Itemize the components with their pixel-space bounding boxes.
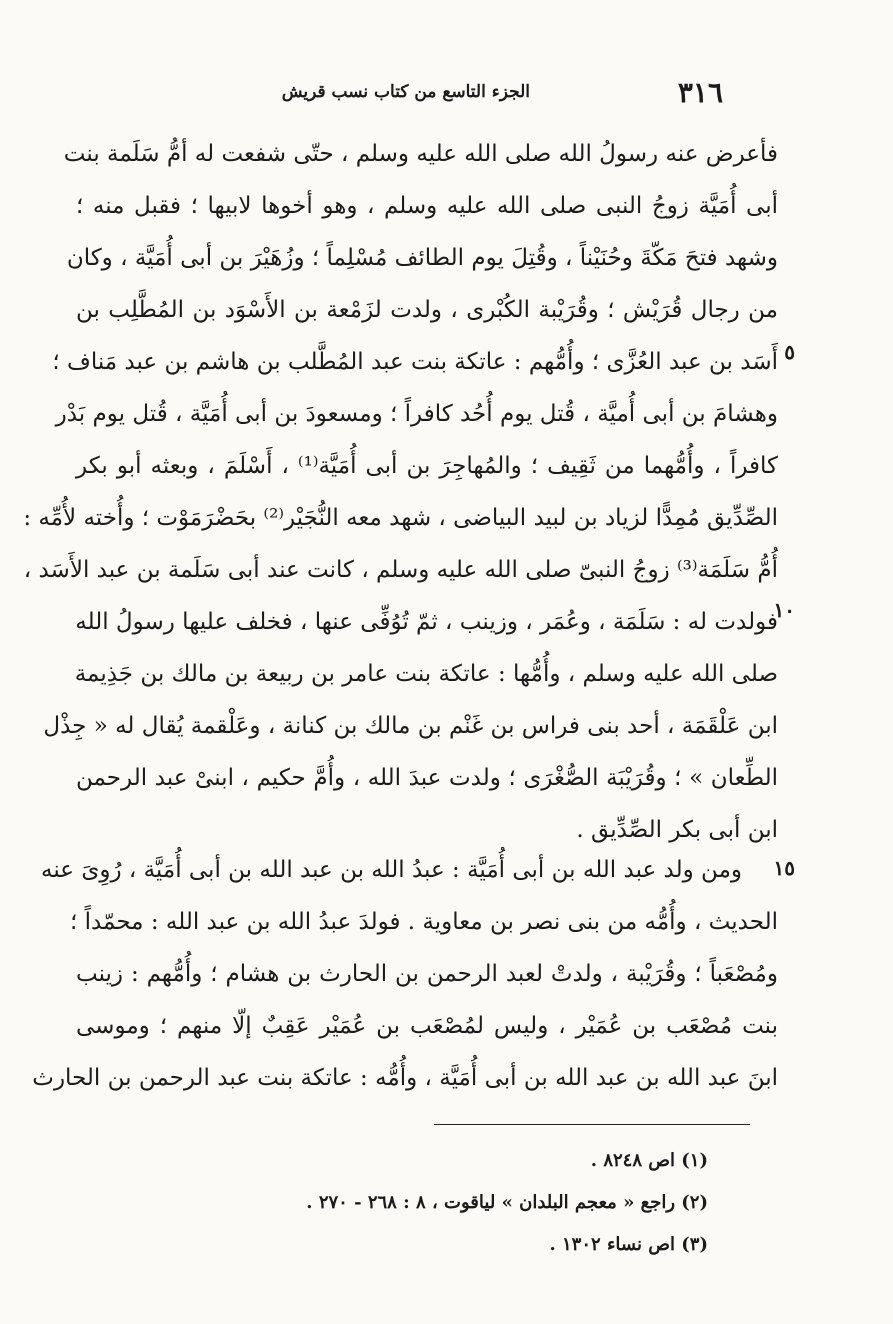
footnote-3: (٣) اص نساء ١٣٠٢ . — [549, 1234, 708, 1255]
text-line: أُمُّ سَلَمَة⁽³⁾ زوجُ النبىّ صلى الله عليه وسلم ، كانت عند أبى سَلَمة بن عبد الأَسَد ، — [23, 557, 778, 583]
paragraph-2 — [32, 844, 778, 1104]
text-line: وهشامَ بن أبى أُميَّة ، قُتل يوم أُحُد كافراً ؛ ومسعودَ بن أبى أُمَيَّة ، قُتل يوم بَدْر — [55, 401, 778, 427]
text-line: فولدت له : سَلَمَة ، وعُمَر ، وزينب ، ثمّ تُوُفِّى عنها ، فخلف عليها رسولُ الله — [75, 609, 778, 635]
text-line: الطِّعان » ؛ وقُرَيْبَة الصُّغْرَى ؛ ولدت عبدَ الله ، وأُمَّ حكيم ، ابنىْ عبد الرحمن — [76, 765, 778, 791]
running-title: الجزء التاسع من كتاب نسب قريش — [281, 82, 530, 102]
text-line: ابن عَلْقَمَة ، أحد بنى فراس بن غَنْم بن مالك بن كنانة ، وعَلْقمة يُقال له « جِذْل — [43, 713, 778, 739]
text-line: الحديث ، وأُمُّه من بنى نصر بن معاوية . فولدَ عبدُ الله بن عبد الله : محمّداً ؛ — [69, 909, 778, 935]
footnote-1: (١) اص ٨٢٤٨ . — [590, 1150, 708, 1171]
text-line: كافراً ، وأُمُّهما من ثَقِيف ؛ والمُهاجِرَ بن أبى أُمَيَّة⁽¹⁾ ، أَسْلَمَ ، وبعثه أبو بكر — [76, 453, 778, 479]
text-line: ابنَ عبد الله بن عبد الله بن أبى أُمَيَّة ، وأُمُّه : عاتكة بنت عبد الرحمن بن الحارث — [32, 1065, 778, 1091]
text-line: صلى الله عليه وسلم ، وأُمُّها : عاتكة بنت عامر بن ربيعة بن مالك بن جَذِيمة — [74, 661, 778, 687]
page-number: ٣١٦ — [677, 76, 723, 109]
footnotes — [108, 1140, 708, 1266]
paragraph-1 — [23, 128, 778, 856]
text-line: من رجال قُرَيْش ؛ وقُرَيْبة الكُبْرى ، ولدت لزَمْعة بن الأَسْوَد بن المُطَّلِب بن — [76, 297, 778, 323]
text-line: ابن أبى بكر الصِّدِّيق . — [576, 817, 778, 843]
footnote-divider — [434, 1124, 750, 1125]
page-header — [0, 76, 893, 116]
text-line: الصِّدِّيق مُمِدًّا لزياد بن لبيد البياضى ، شهد معه النُّجَيْر⁽²⁾ بحَضْرَمَوْت ؛ وأُخته لأُمِّه : — [23, 505, 778, 531]
text-line: وشهد فتحَ مَكّةَ وحُنَيْناً ، وقُتِلَ يوم الطائف مُسْلِماً ؛ وزُهَيْرَ بن أبى أُمَيَّة ، وكان — [66, 245, 778, 271]
text-line: بنت مُصْعَب بن عُمَيْر ، وليس لمُصْعَب بن عُمَيْر عَقِبٌ إلّا منهم ؛ وموسى — [76, 1013, 778, 1039]
line-marker-15: ١٥ — [773, 856, 795, 880]
text-line: أَسَد بن عبد العُزَّى ؛ وأُمُّهم : عاتكة بنت عبد المُطَّلب بن هاشم بن عبد مَناف ؛ — [52, 349, 778, 375]
footnote-2: (٢) راجع « معجم البلدان » لياقوت ، ٨ : ٢٦٨ - ٢٧٠ . — [306, 1192, 708, 1213]
line-marker-10: ١٠ — [773, 598, 795, 622]
line-marker-5: ٥ — [784, 340, 795, 364]
text-line: ومن ولد عبد الله بن أبى أُمَيَّة : عبدُ الله بن عبد الله بن أبى أُمَيَّة ، رُوِىَ عنه — [41, 857, 742, 883]
text-line: أبى أُمَيَّة زوجُ النبى صلى الله عليه وسلم ، وهو أخوها لابيها ؛ فقبل منه ؛ — [76, 193, 778, 219]
text-line: ومُصْعَباً ؛ وقُرَيْبة ، ولدتْ لعبد الرحمن بن الحارث بن هشام ؛ وأُمُّهم : زينب — [76, 961, 778, 987]
text-line: فأعرض عنه رسولُ الله صلى الله عليه وسلم ، حتّى شفعت له أمُّ سَلَمة بنت — [63, 141, 778, 167]
